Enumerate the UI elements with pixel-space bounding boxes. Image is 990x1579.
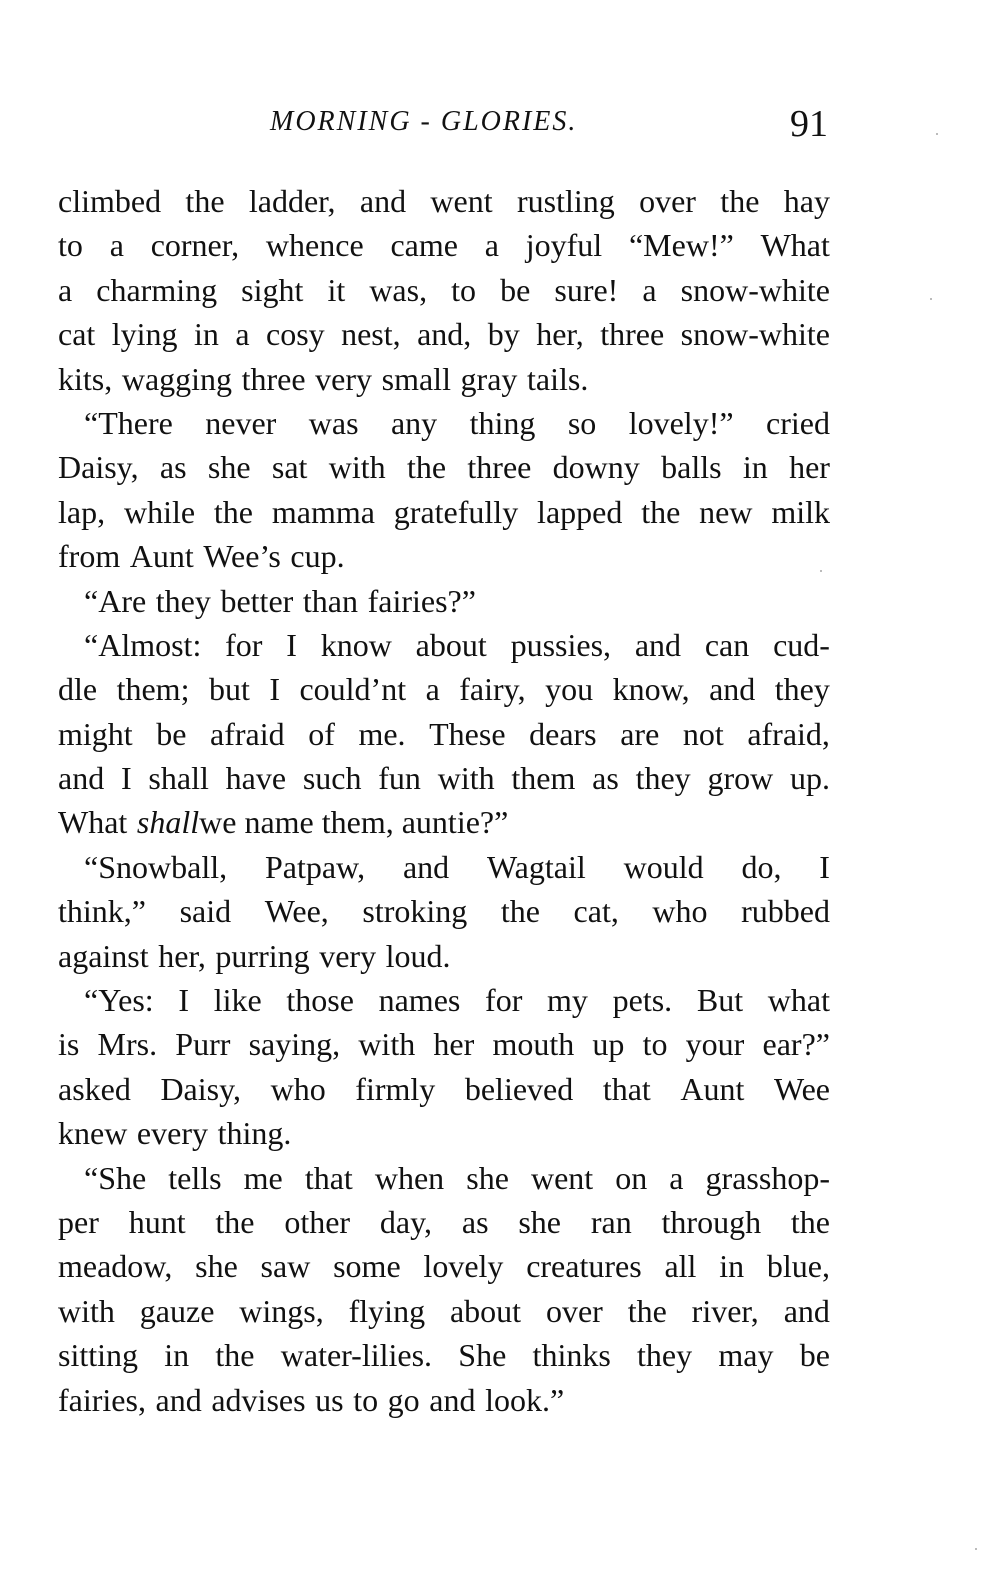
line-word: look.” (485, 1381, 565, 1418)
line-word: my (547, 982, 588, 1019)
line-word: “Snowball, (84, 848, 228, 885)
line-word: for (225, 626, 263, 663)
line-word: a (235, 316, 250, 353)
line-word: thinks (532, 1337, 611, 1374)
line-word: wagging (121, 360, 233, 397)
line-word: in (719, 1248, 745, 1285)
line-word: ladder, (248, 183, 336, 219)
line-word: meadow, (58, 1248, 173, 1285)
line-word: she (518, 1203, 561, 1240)
line-word: hay (783, 183, 830, 219)
text-line (58, 179, 830, 223)
line-word: grasshop- (705, 1159, 830, 1196)
running-title: MORNING - GLORIES. (270, 106, 578, 137)
line-word: milk (771, 493, 830, 530)
line-word: be (799, 1337, 830, 1374)
line-word: not (682, 715, 724, 752)
line-word: on (615, 1159, 648, 1196)
line-word: lovely (423, 1248, 504, 1285)
line-word: joyful (525, 227, 603, 264)
line-word: the (185, 183, 225, 219)
line-word: kits, (58, 360, 113, 397)
line-word: they (635, 760, 691, 797)
line-word: her (789, 449, 830, 486)
line-word: in (742, 449, 768, 486)
line-word: me (243, 1159, 283, 1196)
text-line (58, 889, 830, 933)
line-word: the (406, 449, 447, 486)
line-word: gauze (139, 1292, 215, 1329)
line-word: gratefully (393, 493, 519, 530)
line-word: she (207, 449, 251, 486)
line-word: your (685, 1026, 745, 1063)
line-word: “There (84, 404, 173, 441)
line-word: who (270, 1070, 326, 1107)
line-word: believed (464, 1070, 574, 1107)
line-word: advises (211, 1381, 306, 1418)
line-word: through (661, 1203, 762, 1240)
text-line (58, 800, 830, 844)
line-word: went (430, 183, 493, 219)
line-word: I (269, 671, 280, 708)
line-word: them; (116, 671, 190, 708)
line-word: purring (215, 937, 310, 974)
text-line (58, 667, 830, 711)
line-word: Daisy, (160, 1070, 242, 1107)
text-line (58, 756, 830, 800)
line-word: her (433, 1026, 475, 1063)
line-word: lying (111, 316, 178, 353)
line-word: afraid, (747, 715, 830, 752)
line-word: with (358, 1026, 416, 1063)
line-word: tails. (527, 360, 589, 397)
line-word: went (530, 1159, 594, 1196)
line-word: small (381, 360, 451, 397)
line-word: new (699, 493, 753, 530)
line-word: be (156, 715, 187, 752)
line-word: us (315, 1381, 344, 1418)
line-word: while (123, 493, 196, 530)
page-header (0, 102, 990, 146)
line-word: to (353, 1381, 379, 1418)
line-word: I (286, 626, 297, 663)
line-word: I (819, 848, 830, 885)
line-word: saw (260, 1248, 311, 1285)
line-word: shall (148, 760, 209, 797)
line-word: came (390, 227, 458, 264)
line-word: some (333, 1248, 401, 1285)
text-line (58, 978, 830, 1022)
line-word: in (164, 1337, 190, 1374)
line-word: she (466, 1159, 509, 1196)
line-word: I (120, 760, 132, 797)
line-word: flying (348, 1292, 426, 1329)
line-word: might (58, 715, 133, 752)
line-word: stroking (362, 893, 468, 930)
text-line (58, 934, 830, 978)
line-word: as (461, 1203, 489, 1240)
line-word: three (241, 360, 306, 397)
line-word: and (429, 1381, 476, 1418)
line-word: as (159, 449, 187, 486)
line-word: those (286, 982, 354, 1019)
line-word: Aunt (129, 538, 194, 575)
line-word: tells (168, 1159, 222, 1196)
line-word: knew (58, 1115, 128, 1152)
line-word: with (437, 760, 495, 797)
line-word: a (58, 271, 73, 308)
line-word: her, (536, 316, 584, 353)
line-word: rustling (516, 183, 615, 219)
text-line (58, 1333, 830, 1377)
line-word: day, (379, 1203, 433, 1240)
line-word: names (378, 982, 461, 1019)
line-word: very (319, 937, 377, 974)
line-word: afraid (210, 715, 285, 752)
line-word: three (467, 449, 532, 486)
line-word: What (58, 804, 128, 841)
line-word: are (620, 715, 660, 752)
text-line (58, 1378, 830, 1422)
line-word: firmly (355, 1070, 436, 1107)
line-word: “Mew!” (628, 227, 734, 264)
line-word: them (511, 760, 576, 797)
italic-word: shall (136, 804, 200, 841)
line-word: very (315, 360, 373, 397)
line-word: the (641, 493, 681, 530)
line-word: fun (378, 760, 421, 797)
text-line (58, 490, 830, 534)
scan-speck (936, 133, 938, 135)
line-word: a (425, 671, 440, 708)
line-word: the (500, 893, 540, 930)
line-word: said (179, 893, 232, 930)
line-word: could’nt (299, 671, 407, 708)
line-word: about (449, 1292, 522, 1329)
line-word: Wagtail (487, 848, 586, 885)
line-word: fairies, (58, 1381, 146, 1418)
line-word: know, (612, 671, 690, 708)
line-word: against (58, 937, 149, 974)
line-word: water-lilies. (280, 1337, 433, 1374)
line-word: Daisy, (58, 449, 139, 486)
line-word: nest, (341, 316, 401, 353)
line-word: dle (58, 671, 98, 708)
line-word: These (429, 715, 506, 752)
line-word: who (652, 893, 708, 930)
scan-speck (820, 570, 822, 572)
line-word: whence (265, 227, 364, 264)
line-word: But (696, 982, 744, 1019)
line-word: know (320, 626, 392, 663)
scan-speck (975, 1548, 977, 1550)
line-word: Patpaw, (264, 848, 366, 885)
line-word: cup. (290, 538, 345, 575)
line-word: Wee’s (203, 538, 281, 575)
line-word: any (390, 404, 438, 441)
line-word: may (718, 1337, 774, 1374)
line-word: than (302, 582, 358, 619)
line-word: the (215, 1203, 255, 1240)
line-word: ran (590, 1203, 632, 1240)
line-word: “She (84, 1159, 147, 1196)
scan-speck (930, 298, 932, 300)
line-word: and (709, 671, 756, 708)
line-word: per (58, 1203, 99, 1240)
line-word: do, (741, 848, 782, 885)
line-word: snow-white (680, 316, 830, 353)
line-word: with (58, 1292, 115, 1329)
text-line (58, 1111, 830, 1155)
line-word: that (304, 1159, 353, 1196)
line-word: Mrs. (97, 1026, 158, 1063)
text-line (58, 1289, 830, 1333)
text-line (58, 1244, 830, 1288)
line-word: by (487, 316, 520, 353)
line-word: would (623, 848, 704, 885)
line-word: sitting (58, 1337, 139, 1374)
line-word: a (669, 1159, 684, 1196)
line-word: and (634, 626, 682, 663)
text-line (58, 223, 830, 267)
line-word: cosy (265, 316, 325, 353)
line-word: fairies?” (367, 582, 476, 619)
line-word: Wee, (264, 893, 329, 930)
line-word: “Yes: (84, 982, 154, 1019)
line-word: mamma (271, 493, 375, 530)
line-word: and (155, 1381, 202, 1418)
line-word: the (790, 1203, 830, 1240)
text-line (58, 357, 830, 401)
line-word: What (760, 227, 830, 264)
line-word: never (205, 404, 277, 441)
line-word: a (109, 227, 124, 264)
line-word: to (642, 1026, 668, 1063)
line-word: She (458, 1337, 507, 1374)
line-word: that (602, 1070, 651, 1107)
line-word: Wee (773, 1070, 830, 1107)
line-word: better (220, 582, 294, 619)
line-word: thing. (217, 1115, 292, 1152)
line-word: can (704, 626, 750, 663)
line-word: lovely!” (628, 404, 734, 441)
line-word: the (215, 1337, 255, 1374)
line-word: and (783, 1292, 830, 1329)
line-word: like (213, 982, 262, 1019)
line-word: to (58, 227, 83, 264)
line-word: all (664, 1248, 697, 1285)
line-word: mouth (492, 1026, 575, 1063)
line-word: me. (358, 715, 406, 752)
line-word: creatures (526, 1248, 642, 1285)
line-word: sure! (554, 271, 619, 308)
line-word: Purr (175, 1026, 231, 1063)
line-word: loud. (385, 937, 451, 974)
line-word: over (545, 1292, 603, 1329)
line-word: so (567, 404, 597, 441)
line-word: river, (691, 1292, 759, 1329)
line-word: ear?” (762, 1026, 830, 1063)
line-word: rubbed (741, 893, 830, 930)
line-word: pussies, (510, 626, 612, 663)
line-word: cud- (773, 626, 830, 663)
line-word: you (545, 671, 594, 708)
line-word: for (485, 982, 523, 1019)
line-word: in (193, 316, 219, 353)
line-word: up (592, 1026, 625, 1063)
line-word: she (195, 1248, 238, 1285)
line-word: charming (96, 271, 218, 308)
text-line (58, 1156, 830, 1200)
line-word: the (720, 183, 760, 219)
text-line (58, 1067, 830, 1111)
line-word: is (58, 1026, 80, 1063)
line-word: they (637, 1337, 693, 1374)
text-line (58, 623, 830, 667)
line-words: we name them, auntie?” (199, 804, 509, 841)
line-word: as (592, 760, 619, 797)
line-word: and (402, 848, 450, 885)
line-word: sat (271, 449, 308, 486)
line-word: asked (58, 1070, 131, 1107)
text-line (58, 1022, 830, 1066)
text-line (58, 1200, 830, 1244)
line-word: dears (529, 715, 597, 752)
line-word: such (302, 760, 362, 797)
line-word: every (136, 1115, 208, 1152)
line-word: wings, (239, 1292, 324, 1329)
line-word: snow-white (680, 271, 830, 308)
line-word: lapped (537, 493, 623, 530)
line-word: up. (790, 760, 830, 797)
line-word: pets. (612, 982, 673, 1019)
line-word: what (767, 982, 830, 1019)
line-word: her, (158, 937, 206, 974)
line-word: hunt (128, 1203, 186, 1240)
line-word: lap, (58, 493, 106, 530)
line-word: but (208, 671, 250, 708)
line-word: three (600, 316, 665, 353)
line-word: it (327, 271, 346, 308)
line-word: grow (707, 760, 774, 797)
line-word: be (500, 271, 531, 308)
line-word: fairy, (459, 671, 526, 708)
text-line (58, 312, 830, 356)
line-word: I (178, 982, 189, 1019)
line-word: and, (417, 316, 472, 353)
line-word: have (225, 760, 287, 797)
text-line (58, 445, 830, 489)
line-word: Aunt (680, 1070, 745, 1107)
line-word: downy (552, 449, 640, 486)
line-word: sight (241, 271, 304, 308)
line-word: saying, (248, 1026, 341, 1063)
line-word: when (374, 1159, 445, 1196)
line-word: was, (369, 271, 428, 308)
line-word: cat, (573, 893, 619, 930)
line-word: a (484, 227, 499, 264)
line-word: think,” (58, 893, 146, 930)
line-word: blue, (766, 1248, 830, 1285)
line-word: to (451, 271, 477, 308)
body-text (58, 179, 830, 1422)
line-word: corner, (150, 227, 240, 264)
line-word: “Almost: (84, 626, 202, 663)
line-word: “Are (84, 582, 147, 619)
page-number: 91 (790, 103, 828, 145)
line-word: balls (661, 449, 722, 486)
line-word: was (308, 404, 359, 441)
text-line (58, 268, 830, 312)
line-word: and (58, 760, 105, 797)
line-word: of (308, 715, 335, 752)
line-word: with (328, 449, 386, 486)
text-line (58, 534, 830, 578)
line-word: cat (58, 316, 96, 353)
line-word: a (642, 271, 657, 308)
text-line (58, 401, 830, 445)
text-line (58, 845, 830, 889)
line-word: thing (469, 404, 536, 441)
line-word: go (387, 1381, 420, 1418)
line-word: and (359, 183, 407, 219)
line-word: other (284, 1203, 351, 1240)
line-word: the (213, 493, 253, 530)
line-word: the (627, 1292, 667, 1329)
text-line (58, 712, 830, 756)
line-word: over (639, 183, 696, 219)
line-word: climbed (58, 183, 162, 219)
text-line (58, 579, 830, 623)
line-word: cried (765, 404, 830, 441)
line-word: from (58, 538, 121, 575)
line-word: they (155, 582, 211, 619)
line-word: they (774, 671, 830, 708)
line-word: gray (460, 360, 518, 397)
line-word: about (415, 626, 487, 663)
